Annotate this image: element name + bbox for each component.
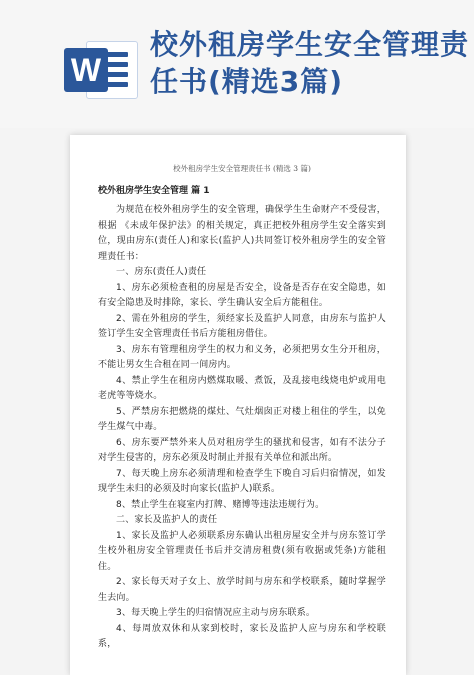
page-title: 校外租房学生安全管理责任书(精选3篇) bbox=[150, 28, 470, 98]
section-heading: 一、房东(责任人)责任 bbox=[116, 267, 207, 277]
paragraph: 为规范在校外租房学生的安全管理，确保学生生命财产不受侵害，根据 《未成年保护法》的相关规定，真正把校外租房学生安全落实到位，现由房东(责任人)和家长(监护人)共同签订校外租房学生的安全管理责任书： bbox=[98, 205, 386, 262]
paragraph: 7、每天晚上房东必须清理和检查学生下晚自习后归宿情况，如发现学生未归的必须及时向家长(监护人)联系。 bbox=[98, 468, 386, 494]
document-heading: 校外租房学生安全管理 篇 1 bbox=[98, 186, 210, 196]
running-header: 校外租房学生安全管理责任书 (精选 3 篇) bbox=[173, 164, 311, 173]
word-logo-badge: W bbox=[64, 48, 108, 92]
paragraph: 4、禁止学生在租房内燃煤取暖、煮饭，及乱接电线烧电炉或用电老虎等等烧水。 bbox=[98, 375, 386, 401]
paragraph: 4、每周放双休和从家到校时，家长及监护人应与房东和学校联系， bbox=[98, 623, 386, 649]
paragraph: 1、家长及监护人必须联系房东确认出租房屋安全并与房东签订学生校外租房安全管理责任书后并交清房租费(须有收据或凭条)方能租住。 bbox=[98, 530, 386, 572]
section-heading: 二、家长及监护人的责任 bbox=[116, 515, 218, 525]
paragraph: 3、房东有管理租房学生的权力和义务，必须把男女生分开租房，不能让男女生合租在同一间房内。 bbox=[98, 344, 386, 370]
paragraph: 6、房东要严禁外来人员对租房学生的骚扰和侵害，如有不法分子对学生侵害的，房东必须及时制止并报有关单位和派出所。 bbox=[98, 437, 386, 463]
paragraph: 5、严禁房东把燃烧的煤灶、气灶烟囱正对楼上租住的学生，以免学生煤气中毒。 bbox=[98, 406, 386, 432]
paragraph: 1、房东必须检查租的房屋是否安全，设备是否存在安全隐患，如有安全隐患及时排除，家长、学生确认安全后方能租住。 bbox=[98, 282, 386, 308]
paragraph: 8、禁止学生在寝室内打牌、赌博等违法违规行为。 bbox=[116, 499, 325, 510]
paragraph: 2、需在外租房的学生，须经家长及监护人同意，由房东与监护人签订学生安全管理责任书后方能租房借住。 bbox=[98, 313, 386, 339]
document-page bbox=[70, 135, 406, 675]
paragraph: 2、家长每天对子女上、放学时间与房东和学校联系，随时掌握学生去向。 bbox=[98, 577, 386, 603]
paragraph: 3、每天晚上学生的归宿情况应主动与房东联系。 bbox=[116, 608, 316, 618]
word-document-icon bbox=[64, 38, 140, 102]
banner bbox=[0, 0, 474, 128]
